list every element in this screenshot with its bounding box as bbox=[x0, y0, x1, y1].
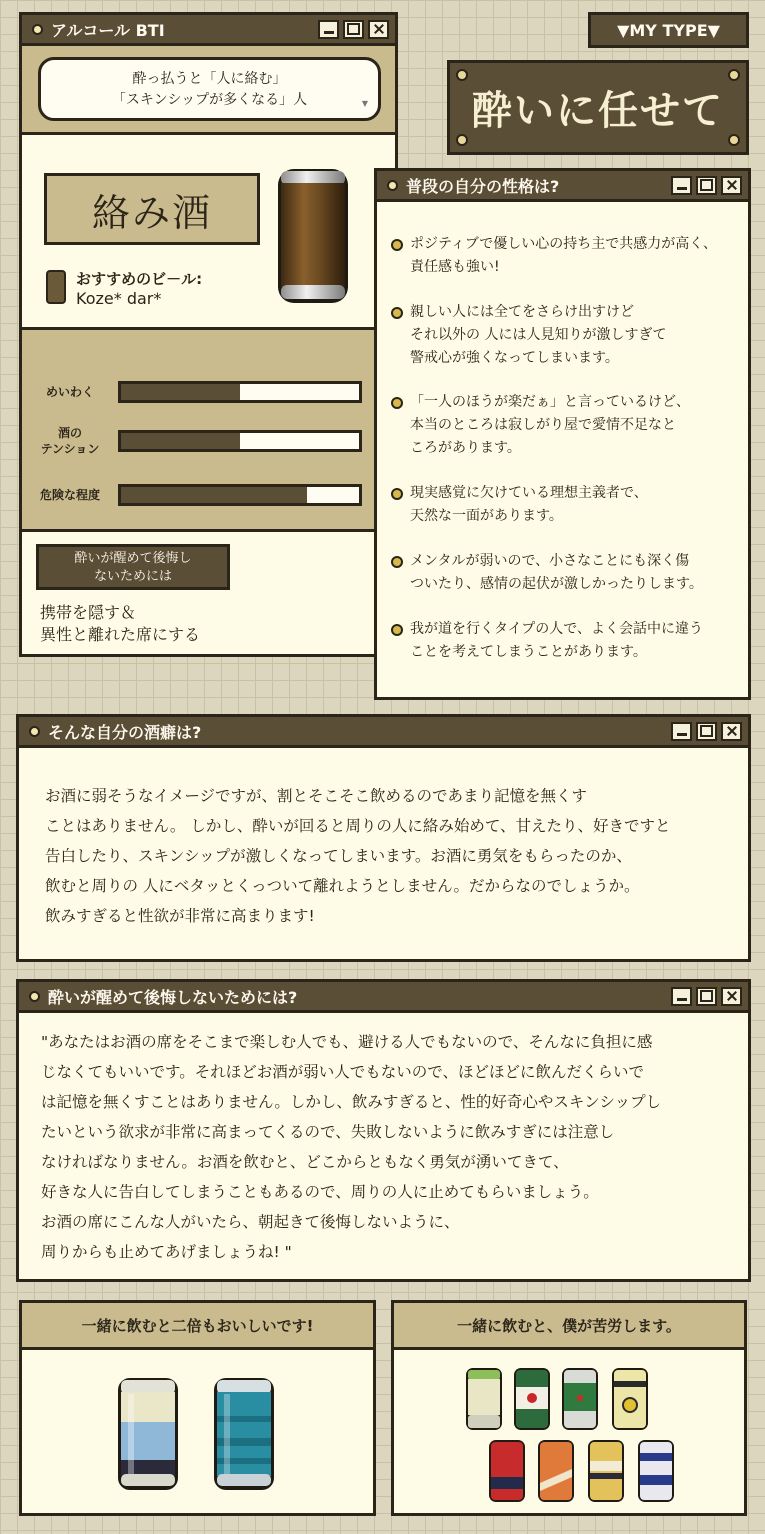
advice-tag bbox=[36, 544, 230, 590]
list-line: 現実感覚に欠けている理想主義者で、 bbox=[410, 485, 648, 501]
personality-title: 普段の自分の性格は? bbox=[406, 176, 560, 196]
type-name: 絡み酒 bbox=[44, 173, 260, 245]
good-match-title: 一緒に飲むと二倍もおいしいです! bbox=[22, 1303, 373, 1350]
list-line: ついたり、感情の起伏が激しかったりします。 bbox=[410, 576, 703, 592]
list-item bbox=[391, 550, 740, 596]
text-line: お酒に弱そうなイメージですが、割とそこそこ飲めるのであまり記憶を無くす bbox=[45, 787, 588, 805]
personality-list bbox=[391, 233, 740, 664]
gauge-section bbox=[22, 333, 395, 529]
list-line: 「一人のほうが楽だぁ」と言っているけど、 bbox=[410, 394, 690, 410]
gauge-label-line: テンション bbox=[40, 442, 100, 456]
gauge-label-line: めいわく bbox=[45, 385, 94, 399]
gauge-track bbox=[118, 381, 362, 403]
beer-can-icon[interactable] bbox=[537, 1439, 575, 1503]
gauge-label bbox=[22, 487, 118, 503]
type-section bbox=[22, 132, 395, 330]
personality-titlebar[interactable] bbox=[377, 171, 748, 202]
type-plaque bbox=[447, 60, 749, 155]
habit-titlebar[interactable] bbox=[19, 717, 748, 748]
gauge-row-danger bbox=[22, 484, 362, 506]
rivet-icon bbox=[728, 134, 740, 146]
title-dot-icon bbox=[29, 991, 40, 1002]
minimize-icon[interactable] bbox=[318, 20, 339, 39]
drinking-habit-window bbox=[16, 714, 751, 962]
list-item bbox=[391, 618, 740, 664]
text-line: ことはありません。 しかし、酔いが回ると周りの人に絡み始めて、甘えたり、好きですと bbox=[45, 817, 671, 835]
list-item bbox=[391, 482, 740, 528]
intro-line-2: 「スキンシップが多くなる」人 bbox=[111, 92, 308, 108]
text-line: 周りからも止めてあげましょうね! " bbox=[41, 1243, 292, 1261]
beer-swatch-icon bbox=[46, 270, 66, 304]
recommend-beer: Koze* dar* bbox=[76, 289, 162, 308]
beer-can-icon[interactable] bbox=[465, 1367, 503, 1431]
advice-text bbox=[40, 602, 200, 646]
intro-line-1: 酔っ払うと「人に絡む」 bbox=[132, 71, 287, 87]
bad-match-panel bbox=[391, 1300, 747, 1516]
svg-text:★: ★ bbox=[574, 1391, 586, 1405]
close-icon[interactable] bbox=[721, 987, 742, 1006]
regret-titlebar[interactable] bbox=[19, 982, 748, 1013]
minimize-icon[interactable] bbox=[671, 987, 692, 1006]
text-line: 飲みすぎると性欲が非常に高まります! bbox=[45, 907, 315, 925]
list-line: 親しい人には全てをさらけ出すけど bbox=[410, 304, 634, 320]
list-line: 責任感も強い! bbox=[410, 259, 500, 275]
beer-can-icon[interactable] bbox=[116, 1376, 180, 1492]
regret-text bbox=[41, 1027, 661, 1267]
list-line: ころがあります。 bbox=[410, 440, 521, 456]
beer-can-icon[interactable] bbox=[587, 1439, 625, 1503]
gauge-row-tension bbox=[22, 425, 362, 457]
beer-can-icon[interactable] bbox=[513, 1367, 551, 1431]
gauge-track bbox=[118, 484, 362, 506]
scroll-down-icon[interactable]: ▼ bbox=[361, 99, 368, 108]
rivet-icon bbox=[728, 69, 740, 81]
gauge-track bbox=[118, 430, 362, 452]
list-item bbox=[391, 391, 740, 460]
list-line: それ以外の 人には人見知りが激しすぎて bbox=[410, 327, 667, 343]
maximize-icon[interactable] bbox=[696, 987, 717, 1006]
beer-can-icon[interactable] bbox=[561, 1367, 599, 1431]
title-dot-icon bbox=[29, 726, 40, 737]
bti-result-window bbox=[19, 12, 398, 657]
regret-advice-window bbox=[16, 979, 751, 1282]
beer-can-icon[interactable] bbox=[637, 1439, 675, 1503]
list-line: 警戒心が強くなってしまいます。 bbox=[410, 350, 619, 366]
text-line: お酒の席にこんな人がいたら、朝起きて後悔しないように、 bbox=[41, 1213, 460, 1231]
beer-can-icon[interactable] bbox=[212, 1376, 276, 1492]
bti-titlebar[interactable] bbox=[22, 15, 395, 46]
list-line: 天然な一面があります。 bbox=[410, 508, 563, 524]
text-line: 飲むと周りの 人にベタッとくっついて離れようとしません。だからなのでしょうか。 bbox=[45, 877, 640, 895]
maximize-icon[interactable] bbox=[696, 722, 717, 741]
beer-can-icon[interactable] bbox=[611, 1367, 649, 1431]
list-line: ことを考えてしまうことがあります。 bbox=[410, 644, 647, 660]
maximize-icon[interactable] bbox=[696, 176, 717, 195]
text-line: なければなりません。お酒を飲むと、どこからともなく勇気が湧いてきて、 bbox=[41, 1153, 569, 1171]
personality-window bbox=[374, 168, 751, 700]
gauge-label bbox=[22, 425, 118, 457]
good-match-panel bbox=[19, 1300, 376, 1516]
maximize-icon[interactable] bbox=[343, 20, 364, 39]
advice-section bbox=[22, 529, 395, 654]
list-item bbox=[391, 301, 740, 370]
gauge-label-line: 危険な程度 bbox=[39, 488, 100, 502]
close-icon[interactable] bbox=[368, 20, 389, 39]
advice-line: 異性と離れた席にする bbox=[40, 625, 201, 644]
recommended-can-icon bbox=[274, 167, 352, 307]
title-dot-icon bbox=[32, 24, 43, 35]
recommend-label: おすすめのビ－ル: bbox=[76, 270, 203, 288]
list-line: 我が道を行くタイプの人で、よく会話中に違う bbox=[410, 621, 704, 637]
text-line: は記憶を無くすことはありません。しかし、飲みすぎると、性的好奇心やスキンシップし bbox=[41, 1093, 662, 1111]
habit-text bbox=[45, 781, 671, 931]
list-line: ポジティブで優しい心の持ち主で共感力が高く、 bbox=[410, 236, 718, 252]
gauge-row-meiwaku bbox=[22, 381, 362, 403]
minimize-icon[interactable] bbox=[671, 176, 692, 195]
plaque-text: 酔いに任せて bbox=[472, 88, 724, 134]
title-dot-icon bbox=[387, 180, 398, 191]
minimize-icon[interactable] bbox=[671, 722, 692, 741]
intro-speech-bubble bbox=[38, 57, 381, 121]
list-item bbox=[391, 233, 740, 279]
text-line: 好きな人に告白してしまうこともあるので、周りの人に止めてもらいましょう。 bbox=[41, 1183, 599, 1201]
gauge-fill bbox=[121, 487, 307, 503]
my-type-button[interactable]: ▼MY TYPE▼ bbox=[588, 12, 749, 48]
text-line: "あなたはお酒の席をそこまで楽しむ人でも、避ける人でもないので、そんなに負担に感 bbox=[41, 1033, 653, 1051]
advice-tag-line: 酔いが醒めて後悔し bbox=[74, 551, 192, 566]
app-title: アルコール BTI bbox=[51, 20, 165, 40]
gauge-label-line: 酒の bbox=[57, 426, 82, 440]
rivet-icon bbox=[456, 134, 468, 146]
gauge-label bbox=[22, 384, 118, 400]
text-line: じなくてもいいです。それほどお酒が弱い人でもないので、ほどほどに飲んだくらいで bbox=[41, 1063, 644, 1081]
close-icon[interactable] bbox=[721, 722, 742, 741]
rivet-icon bbox=[456, 69, 468, 81]
list-line: 本当のところは寂しがり屋で愛情不足なと bbox=[410, 417, 676, 433]
habit-title: そんな自分の酒癖は? bbox=[48, 722, 202, 742]
regret-title: 酔いが醒めて後悔しないためには? bbox=[48, 987, 298, 1007]
text-line: 告白したり、スキンシップが激しくなってしまいます。お酒に勇気をもらったのか、 bbox=[45, 847, 632, 865]
beer-can-icon[interactable] bbox=[488, 1439, 526, 1503]
advice-line: 携帯を隠す＆ bbox=[40, 603, 137, 622]
advice-tag-line: ないためには bbox=[93, 569, 172, 584]
gauge-fill bbox=[121, 433, 240, 449]
gauge-fill bbox=[121, 384, 240, 400]
list-line: メンタルが弱いので、小さなことにも深く傷 bbox=[410, 553, 690, 569]
text-line: たいという欲求が非常に高まってくるので、失敗しないように飲みすぎには注意し bbox=[41, 1123, 615, 1141]
bad-match-title: 一緒に飲むと、僕が苦労します。 bbox=[394, 1303, 744, 1350]
close-icon[interactable] bbox=[721, 176, 742, 195]
